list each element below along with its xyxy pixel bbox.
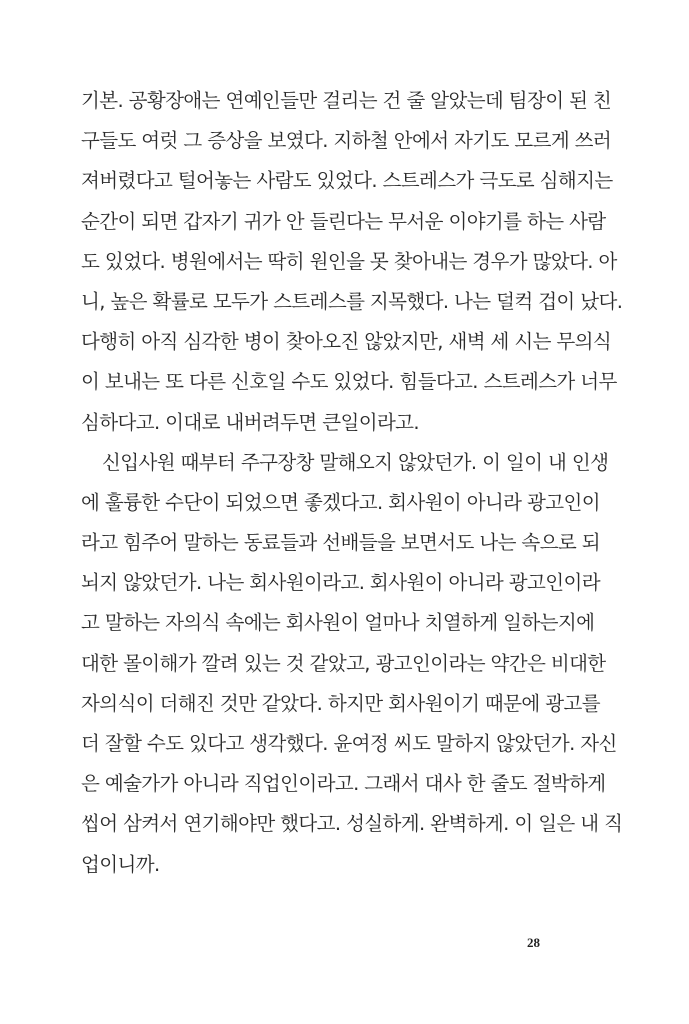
text-line: 기본. 공황장애는 연예인들만 걸리는 건 줄 알았는데 팀장이 된 친	[81, 89, 612, 112]
text-line: 자의식이 더해진 것만 같았다. 하지만 회사원이기 때문에 광고를	[81, 691, 600, 715]
text-line: 라고 힘주어 말하는 동료들과 선배들을 보면서도 나는 속으로 되	[81, 531, 600, 555]
page-number: 28	[527, 935, 540, 950]
text-line: 은 예술가가 아니라 직업인이라고. 그래서 대사 한 줄도 절박하게	[81, 772, 606, 796]
paragraph-2	[81, 443, 623, 885]
text-line: 져버렸다고 털어놓는 사람도 있었다. 스트레스가 극도로 심해지는	[81, 169, 613, 193]
text-line: 고 말하는 자의식 속에는 회사원이 얼마나 치열하게 일하는지에	[81, 611, 595, 635]
body-text	[81, 81, 623, 885]
text-line: 구들도 여럿 그 증상을 보였다. 지하철 안에서 자기도 모르게 쓰러	[81, 129, 612, 153]
paragraph-1	[81, 81, 623, 443]
text-line: 에 훌륭한 수단이 되었으면 좋겠다고. 회사원이 아니라 광고인이	[81, 490, 600, 514]
text-line: 업이니까.	[81, 852, 160, 876]
text-line: 씹어 삼켜서 연기해야만 했다고. 성실하게. 완벽하게. 이 일은 내 직	[81, 812, 623, 836]
text-line: 이 보내는 또 다른 신호일 수도 있었다. 힘들다고. 스트레스가 너무	[81, 370, 617, 394]
text-line: 도 있었다. 병원에서는 딱히 원인을 못 찾아내는 경우가 많았다. 아	[81, 249, 617, 273]
text-line: 더 잘할 수도 있다고 생각했다. 윤여정 씨도 말하지 않았던가. 자신	[81, 732, 617, 755]
text-line: 심하다고. 이대로 내버려두면 큰일이라고.	[81, 410, 420, 434]
text-line: 뇌지 않았던가. 나는 회사원이라고. 회사원이 아니라 광고인이라	[81, 571, 600, 595]
text-line: 순간이 되면 갑자기 귀가 안 들린다는 무서운 이야기를 하는 사람	[81, 209, 606, 233]
text-line: 다행히 아직 심각한 병이 찾아오진 않았지만, 새벽 세 시는 무의식	[81, 330, 612, 354]
text-line: 대한 몰이해가 깔려 있는 것 같았고, 광고인이라는 약간은 비대한	[81, 651, 606, 675]
text-line: 니, 높은 확률로 모두가 스트레스를 지목했다. 나는 덜컥 겁이 났다.	[81, 289, 623, 313]
text-line: 신입사원 때부터 주구장창 말해오지 않았던가. 이 일이 내 인생	[102, 450, 609, 474]
